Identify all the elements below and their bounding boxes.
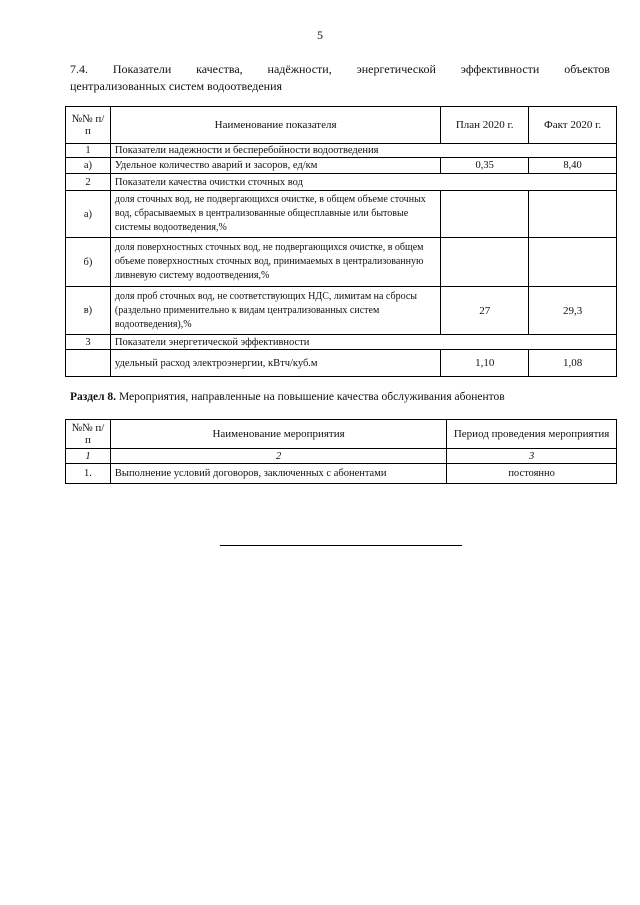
heading-word: эффективности bbox=[460, 62, 540, 76]
heading-word: надёжности, bbox=[267, 62, 332, 76]
row-name: доля сточных вод, не подвергающихся очистке, в общем объеме сточных вод, сбрасываемых в централизованные общесплавные или бытовые системы водоотведения,% bbox=[110, 191, 440, 238]
closing-rule bbox=[220, 545, 462, 546]
row-name: Выполнение условий договоров, заключенных с абонентами bbox=[110, 464, 446, 484]
row-num: 1 bbox=[66, 144, 111, 158]
table-index-row bbox=[66, 449, 617, 464]
section-8-title: Мероприятия, направленные на повышение качества обслуживания абонентов bbox=[118, 391, 505, 403]
table-row bbox=[66, 191, 617, 238]
table-row bbox=[66, 144, 617, 158]
table-row bbox=[66, 350, 617, 377]
index-cell: 1 bbox=[66, 449, 111, 464]
row-num: 1. bbox=[66, 464, 111, 484]
row-plan: 27 bbox=[441, 287, 529, 335]
row-plan bbox=[441, 191, 529, 238]
section-7-4-heading-line2: централизованных систем водоотведения bbox=[70, 79, 283, 93]
row-fact bbox=[529, 238, 617, 287]
col-header-period: Период проведения мероприятия bbox=[447, 420, 617, 449]
row-period: постоянно bbox=[447, 464, 617, 484]
table-row bbox=[66, 464, 617, 484]
row-fact: 8,40 bbox=[529, 158, 617, 174]
index-cell: 3 bbox=[447, 449, 617, 464]
table-row bbox=[66, 158, 617, 174]
row-num: б) bbox=[66, 238, 111, 287]
table-header-row bbox=[66, 107, 617, 144]
row-plan bbox=[441, 238, 529, 287]
index-cell: 2 bbox=[110, 449, 446, 464]
col-header-name: Наименование мероприятия bbox=[110, 420, 446, 449]
table-row bbox=[66, 174, 617, 191]
row-num: а) bbox=[66, 158, 111, 174]
col-header-name: Наименование показателя bbox=[110, 107, 440, 144]
heading-word: качества, bbox=[196, 62, 243, 76]
row-name: Удельное количество аварий и засоров, ед/км bbox=[110, 158, 440, 174]
section-8-label: Раздел 8. bbox=[70, 391, 117, 403]
section-8-heading bbox=[70, 389, 610, 406]
heading-word: энергетической bbox=[356, 62, 436, 76]
table-row bbox=[66, 238, 617, 287]
row-name: удельный расход электроэнергии, кВтч/куб.м bbox=[110, 350, 440, 377]
row-name: Показатели энергетической эффективности bbox=[110, 335, 616, 350]
table-row bbox=[66, 335, 617, 350]
row-fact bbox=[529, 191, 617, 238]
heading-word: объектов bbox=[564, 62, 610, 76]
table-row bbox=[66, 287, 617, 335]
row-fact: 1,08 bbox=[529, 350, 617, 377]
col-header-plan: План 2020 г. bbox=[441, 107, 529, 144]
row-plan: 0,35 bbox=[441, 158, 529, 174]
col-header-num: №№ п/п bbox=[66, 107, 111, 144]
table-header-row bbox=[66, 420, 617, 449]
section-7-4-heading bbox=[70, 61, 610, 95]
row-num: 2 bbox=[66, 174, 111, 191]
row-num: а) bbox=[66, 191, 111, 238]
heading-word: Показатели bbox=[112, 62, 172, 76]
section-7-4-heading-line1 bbox=[70, 61, 610, 78]
measures-table bbox=[65, 419, 617, 484]
page-number: 5 bbox=[317, 28, 323, 42]
row-name: Показатели надежности и бесперебойности водоотведения bbox=[110, 144, 616, 158]
row-fact: 29,3 bbox=[529, 287, 617, 335]
row-num bbox=[66, 350, 111, 377]
col-header-fact: Факт 2020 г. bbox=[529, 107, 617, 144]
row-name: доля проб сточных вод, не соответствующих НДС, лимитам на сбросы (раздельно применительно к видам централизованных систем водоотведения),% bbox=[110, 287, 440, 335]
section-number: 7.4. bbox=[70, 62, 88, 76]
row-name: Показатели качества очистки сточных вод bbox=[110, 174, 616, 191]
row-num: 3 bbox=[66, 335, 111, 350]
indicators-table bbox=[65, 106, 617, 377]
row-num: в) bbox=[66, 287, 111, 335]
row-name: доля поверхностных сточных вод, не подвергающихся очистке, в общем объеме поверхностных сточных вод, принимаемых в централизованную ливневую систему водоотведения,% bbox=[110, 238, 440, 287]
col-header-num: №№ п/п bbox=[66, 420, 111, 449]
row-plan: 1,10 bbox=[441, 350, 529, 377]
